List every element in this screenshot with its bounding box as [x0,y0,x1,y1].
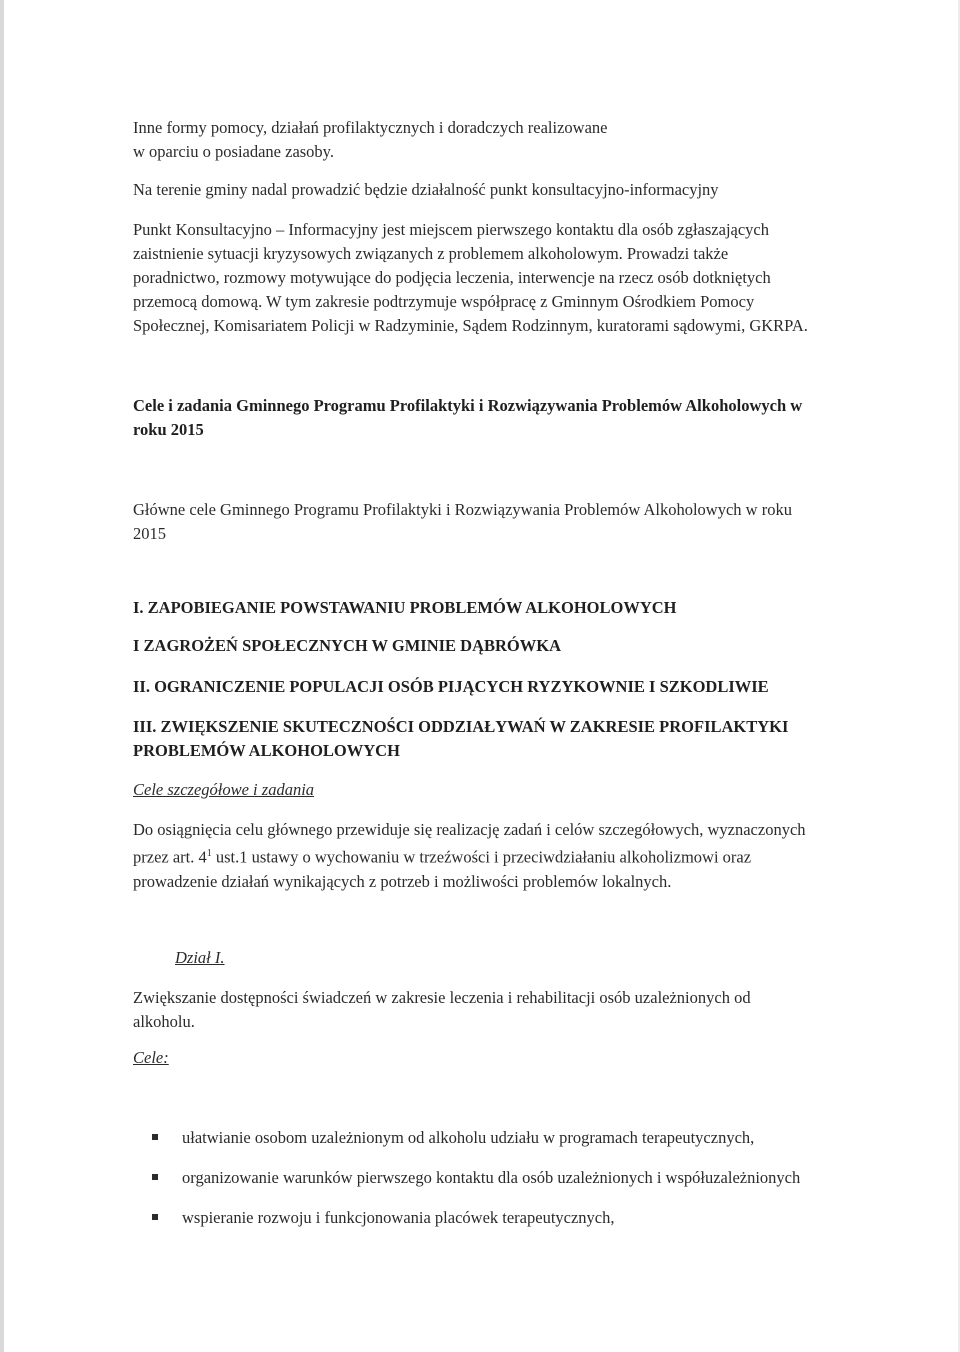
punkt-desc-line-2: zaistnienie sytuacji kryzysowych związanych z problemem alkoholowym. Prowadzi także [133,244,729,263]
intro-paragraph [133,116,848,164]
punkt-description [133,218,848,338]
goal-1-line-2: I ZAGROŻEŃ SPOŁECZNYCH W GMINIE DĄBRÓWKA [133,636,561,655]
bullet-text-1: ułatwianie osobom uzależnionym od alkoholu udziału w programach terapeutycznych, [182,1128,755,1147]
dzial-heading: Dział I. [175,948,225,967]
goal-3-line-2: PROBLEMÓW ALKOHOLOWYCH [133,741,400,760]
main-goals-line-1: Główne cele Gminnego Programu Profilaktyki i Rozwiązywania Problemów Alkoholowych w roku [133,500,792,519]
bullet-marker-icon [152,1134,158,1140]
bullet-text-2: organizowanie warunków pierwszego kontaktu dla osób uzależnionych i współuzależnionych [182,1168,801,1187]
detailed-line-2a: przez art. 4 [133,847,207,867]
punkt-desc-line-1: Punkt Konsultacyjno – Informacyjny jest miejscem pierwszego kontaktu dla osób zgłaszających [133,220,769,239]
page-edge-left [0,0,4,1352]
detailed-line-2-sup: 1 [206,848,212,859]
section-title-line-2: roku 2015 [133,420,204,439]
cele-heading: Cele: [133,1048,169,1067]
dzial-text [133,986,848,1034]
punkt-intro: Na terenie gminy nadal prowadzić będzie działalność punkt konsultacyjno-informacyjny [133,180,719,199]
goal-3 [133,715,848,763]
bullet-marker-icon [152,1214,158,1220]
punkt-desc-line-4: przemocą domową. W tym zakresie podtrzymuje współpracę z Gminnym Ośrodkiem Pomocy [133,292,755,311]
goal-1-line-1: I. ZAPOBIEGANIE POWSTAWANIU PROBLEMÓW ALKOHOLOWYCH [133,598,677,617]
section-title [133,394,848,442]
dzial-text-line-2: alkoholu. [133,1012,195,1031]
intro-line-1: Inne formy pomocy, działań profilaktycznych i doradczych realizowane [133,118,608,137]
main-goals-line-2: 2015 [133,524,166,543]
main-goals-intro [133,498,848,546]
bullet-text-3: wspieranie rozwoju i funkcjonowania placówek terapeutycznych, [182,1208,615,1227]
detailed-goals-text [133,818,848,894]
bullet-item [152,1166,800,1190]
section-title-line-1: Cele i zadania Gminnego Programu Profilaktyki i Rozwiązywania Problemów Alkoholowych w [133,396,803,415]
detailed-line-3: prowadzenie działań wynikających z potrzeb i możliwości problemów lokalnych. [133,871,672,891]
dzial-text-line-1: Zwiększanie dostępności świadczeń w zakresie leczenia i rehabilitacji osób uzależnionych od [133,988,751,1007]
punkt-desc-line-5: Społecznej, Komisariatem Policji w Radzyminie, Sądem Rodzinnym, kuratorami sądowymi, GKRPA. [133,316,808,335]
punkt-desc-line-3: poradnictwo, rozmowy motywujące do podjęcia leczenia, interwencje na rzecz osób dotkniętych [133,268,771,287]
detailed-line-1: Do osiągnięcia celu głównego przewiduje się realizację zadań i celów szczegółowych, wyznaczonych [133,820,806,839]
detailed-goals-heading: Cele szczegółowe i zadania [133,780,315,799]
goal-3-line-1: III. ZWIĘKSZENIE SKUTECZNOŚCI ODDZIAŁYWAŃ W ZAKRESIE PROFILAKTYKI [133,717,789,736]
bullet-marker-icon [152,1174,158,1180]
intro-line-2: w oparciu o posiadane zasoby. [133,142,334,161]
bullet-item [152,1126,754,1150]
bullet-item [152,1206,615,1230]
goal-2: II. OGRANICZENIE POPULACJI OSÓB PIJĄCYCH RYZYKOWNIE I SZKODLIWIE [133,677,769,696]
detailed-line-2b: ust.1 ustawy o wychowaniu w trzeźwości i przeciwdziałaniu alkoholizmowi oraz [211,847,752,867]
